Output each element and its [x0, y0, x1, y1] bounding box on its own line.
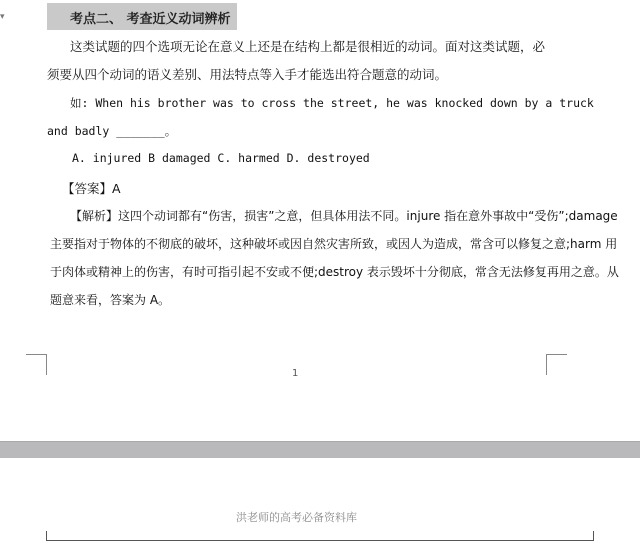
page-header-text[interactable]: 洪老师的高考必备资料库 — [236, 511, 357, 524]
intro-line-2[interactable]: 须要从四个动词的语义差别、用法特点等入手才能选出符合题意的动词。 — [47, 67, 448, 82]
margin-corner-right — [546, 354, 567, 375]
margin-corner-left — [26, 354, 47, 375]
section-heading[interactable]: 考点二、 考查近义动词辨析 — [70, 12, 231, 27]
analysis-line-3[interactable]: 于肉体或精神上的伤害，有时可指引起不安或不便;destroy 表示毁坏十分彻底，常含无法修复再用之意。从 — [50, 265, 619, 279]
example-options[interactable]: A. injured B damaged C. harmed D. destroyed — [72, 151, 370, 165]
example-line-2[interactable]: and badly _______。 — [47, 124, 177, 138]
next-page — [0, 458, 640, 543]
header-rule — [47, 540, 593, 541]
page-separator — [0, 441, 640, 459]
paragraph-marker-icon: ▾ — [0, 12, 5, 22]
page-number: 1 — [292, 368, 299, 379]
answer-line[interactable]: 【答案】A — [62, 181, 121, 196]
analysis-line-2[interactable]: 主要指对于物体的不彻底的破坏，这种破坏或因自然灾害所致，或因人为造成，常含可以修复之意;harm 用 — [50, 237, 618, 251]
example-line-1[interactable]: 如: When his brother was to cross the street, he was knocked down by a truck — [70, 96, 594, 110]
intro-line-1[interactable]: 这类试题的四个选项无论在意义上还是在结构上都是很相近的动词。面对这类试题，必 — [70, 39, 546, 54]
header-rule-right-tick — [593, 531, 594, 541]
analysis-line-4[interactable]: 题意来看，答案为 A。 — [50, 293, 171, 307]
analysis-line-1[interactable]: 【解析】这四个动词都有“伤害，损害”之意，但具体用法不同。injure 指在意外事故中“受伤”;damage — [70, 209, 618, 223]
